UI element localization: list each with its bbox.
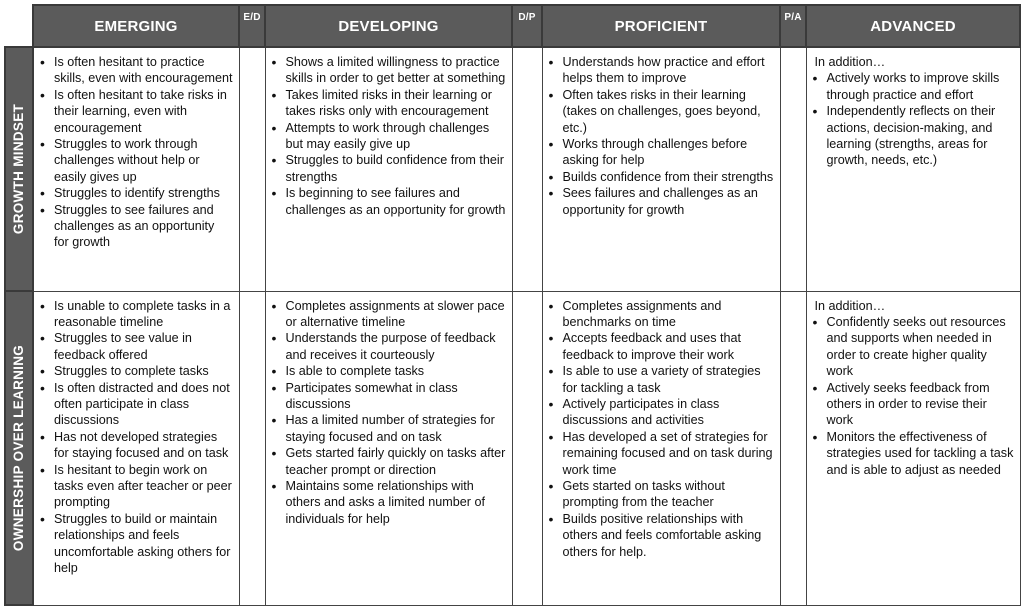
list-item: • Often takes risks in their learning (takes on challenges, goes beyond, etc.) (563, 87, 774, 136)
list-item: • Is often distracted and does not often participate in class discussions (54, 380, 233, 429)
list-item: • Is hesitant to begin work on tasks even after teacher or peer prompting (54, 462, 233, 511)
proficient-cell (542, 291, 780, 605)
advanced-intro: In addition… (814, 55, 886, 69)
list-item: • Actively works to improve skills through practice and effort (827, 70, 1014, 103)
dp-cell (512, 291, 542, 605)
emerging-cell (33, 47, 239, 291)
header-row (5, 5, 1020, 47)
developing-list (266, 292, 512, 532)
list-item: • Understands the purpose of feedback and receives it courteously (286, 330, 506, 363)
list-item: • Monitors the effectiveness of strategies used for tackling a task and is able to adjust as needed (827, 429, 1014, 478)
row-label: GROWTH MINDSET (10, 103, 26, 235)
header-advanced: ADVANCED (806, 5, 1020, 47)
pa-cell (780, 47, 806, 291)
list-item: • Takes limited risks in their learning or takes risks only with encouragement (286, 87, 506, 120)
list-item: • Maintains some relationships with others and asks a limited number of individuals for help (286, 478, 506, 527)
list-item: • Is beginning to see failures and challenges as an opportunity for growth (286, 185, 506, 218)
advanced-intro: In addition… (814, 298, 886, 313)
list-item: • Is often hesitant to practice skills, even with encouragement (54, 54, 233, 87)
list-item: • Struggles to see failures and challenges as an opportunity for growth (54, 202, 233, 251)
header-ed: E/D (239, 5, 265, 47)
ed-cell (239, 291, 265, 605)
list-item: • Confidently seeks out resources and supports when needed in order to create higher quality work (827, 314, 1014, 380)
emerging-list (34, 48, 239, 255)
developing-cell (265, 291, 512, 605)
list-item: • Participates somewhat in class discussions (286, 380, 506, 413)
list-item: • Actively seeks feedback from others in order to revise their work (827, 380, 1014, 429)
list-item: • Shows a limited willingness to practice skills in order to get better at something (286, 54, 506, 87)
proficient-list (543, 292, 780, 565)
header-developing: DEVELOPING (265, 5, 512, 47)
developing-cell (265, 47, 512, 291)
list-item: • Completes assignments and benchmarks on time (563, 298, 774, 331)
list-item: • Struggles to build or maintain relationships and feels uncomfortable asking others for help (54, 511, 233, 577)
list-item: • Builds confidence from their strengths (563, 169, 774, 185)
advanced-cell (806, 291, 1020, 605)
list-item: • Independently reflects on their actions, decision-making, and learning (strengths, areas for growth, needs, etc.) (827, 103, 1014, 169)
list-item: • Completes assignments at slower pace or alternative timeline (286, 298, 506, 331)
proficient-cell (542, 47, 780, 291)
pa-cell (780, 291, 806, 605)
row-label-cell (5, 47, 33, 291)
developing-list (266, 48, 512, 222)
emerging-list (34, 292, 239, 581)
list-item: • Is often hesitant to take risks in their learning, even with encouragement (54, 87, 233, 136)
emerging-cell (33, 291, 239, 605)
row-label-cell (5, 291, 33, 605)
list-item: • Is able to use a variety of strategies for tackling a task (563, 363, 774, 396)
header-dp: D/P (512, 5, 542, 47)
row-growth-mindset (5, 47, 1020, 291)
header-proficient: PROFICIENT (542, 5, 780, 47)
ed-cell (239, 47, 265, 291)
list-item: • Struggles to work through challenges without help or easily gives up (54, 136, 233, 185)
list-item: • Attempts to work through challenges but may easily give up (286, 120, 506, 153)
list-item: • Struggles to complete tasks (54, 363, 233, 379)
rubric-table (4, 4, 1021, 606)
corner-cell (5, 5, 33, 47)
list-item: • Struggles to build confidence from their strengths (286, 152, 506, 185)
list-item: • Works through challenges before asking for help (563, 136, 774, 169)
advanced-list (807, 314, 1020, 482)
header-emerging: EMERGING (33, 5, 239, 47)
advanced-list (807, 70, 1020, 172)
list-item: • Sees failures and challenges as an opportunity for growth (563, 185, 774, 218)
list-item: • Understands how practice and effort helps them to improve (563, 54, 774, 87)
list-item: • Gets started on tasks without prompting from the teacher (563, 478, 774, 511)
header-pa: P/A (780, 5, 806, 47)
row-label: OWNERSHIP OVER LEARNING (10, 344, 26, 552)
list-item: • Has developed a set of strategies for remaining focused and on task during work time (563, 429, 774, 478)
dp-cell (512, 47, 542, 291)
list-item: • Has not developed strategies for staying focused and on task (54, 429, 233, 462)
list-item: • Has a limited number of strategies for staying focused and on task (286, 412, 506, 445)
list-item: • Builds positive relationships with others and feels comfortable asking others for help. (563, 511, 774, 560)
list-item: • Struggles to identify strengths (54, 185, 233, 201)
advanced-cell (806, 47, 1020, 291)
list-item: • Struggles to see value in feedback offered (54, 330, 233, 363)
list-item: • Is unable to complete tasks in a reasonable timeline (54, 298, 233, 331)
row-ownership-over-learning (5, 291, 1020, 605)
list-item: • Actively participates in class discussions and activities (563, 396, 774, 429)
list-item: • Is able to complete tasks (286, 363, 506, 379)
list-item: • Accepts feedback and uses that feedback to improve their work (563, 330, 774, 363)
list-item: • Gets started fairly quickly on tasks after teacher prompt or direction (286, 445, 506, 478)
proficient-list (543, 48, 780, 222)
